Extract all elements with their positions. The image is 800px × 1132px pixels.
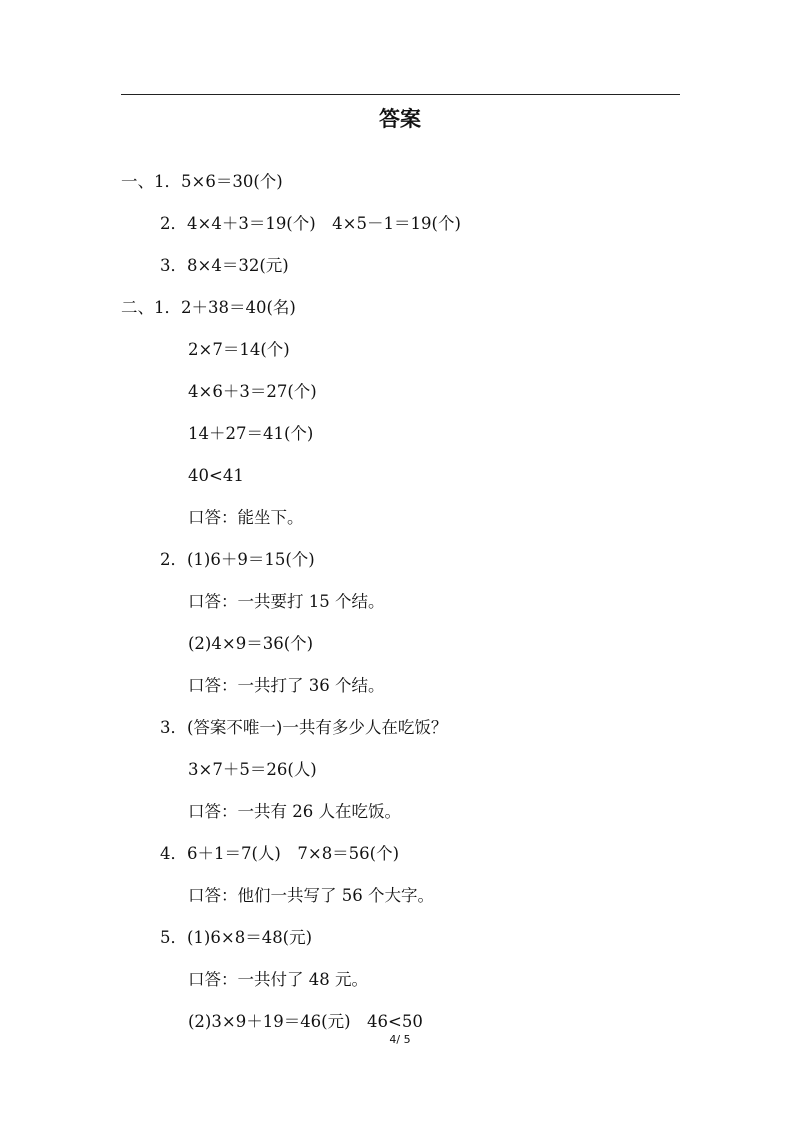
answer-2-3-step: 3×7＋5＝26(人) bbox=[188, 760, 317, 779]
answer-2-5-part2: (2)3×9＋19＝46(元) 46<50 bbox=[188, 1012, 423, 1031]
answer-2-1-compare: 40<41 bbox=[188, 466, 244, 485]
answer-1-3: 3．8×4＝32(元) bbox=[160, 256, 289, 275]
answer-2-5-oral: 口答：一共付了 48 元。 bbox=[188, 970, 368, 989]
page-title: 答案 bbox=[379, 107, 421, 131]
answer-2-2-oral: 口答：一共要打 15 个结。 bbox=[188, 592, 385, 611]
answer-2-3-oral: 口答：一共有 26 人在吃饭。 bbox=[188, 802, 401, 821]
answer-2-1-step: 14＋27＝41(个) bbox=[188, 424, 314, 443]
answer-2-2-oral: 口答：一共打了 36 个结。 bbox=[188, 676, 385, 695]
answer-2-1-step: 2×7＝14(个) bbox=[188, 340, 290, 359]
answer-2-1-step: 4×6＋3＝27(个) bbox=[188, 382, 317, 401]
answer-2-5: 5．(1)6×8＝48(元) bbox=[160, 928, 313, 947]
answer-2-2: 2．(1)6＋9＝15(个) bbox=[160, 550, 315, 569]
answer-2-1-oral: 口答：能坐下。 bbox=[188, 508, 304, 527]
answer-2-4: 4．6＋1＝7(人) 7×8＝56(个) bbox=[160, 844, 400, 863]
answer-2-3: 3．(答案不唯一)一共有多少人在吃饭？ bbox=[160, 718, 448, 737]
header-rule bbox=[121, 94, 680, 95]
answer-1-1: 一、1．5×6＝30(个) bbox=[121, 172, 283, 191]
answer-1-2: 2．4×4＋3＝19(个) 4×5－1＝19(个) bbox=[160, 214, 461, 233]
answer-2-2-part2: (2)4×9＝36(个) bbox=[188, 634, 314, 653]
answer-2-4-oral: 口答：他们一共写了 56 个大字。 bbox=[188, 886, 434, 905]
page-number: 4/ 5 bbox=[389, 1033, 411, 1046]
answer-2-1: 二、1．2＋38＝40(名) bbox=[121, 298, 296, 317]
